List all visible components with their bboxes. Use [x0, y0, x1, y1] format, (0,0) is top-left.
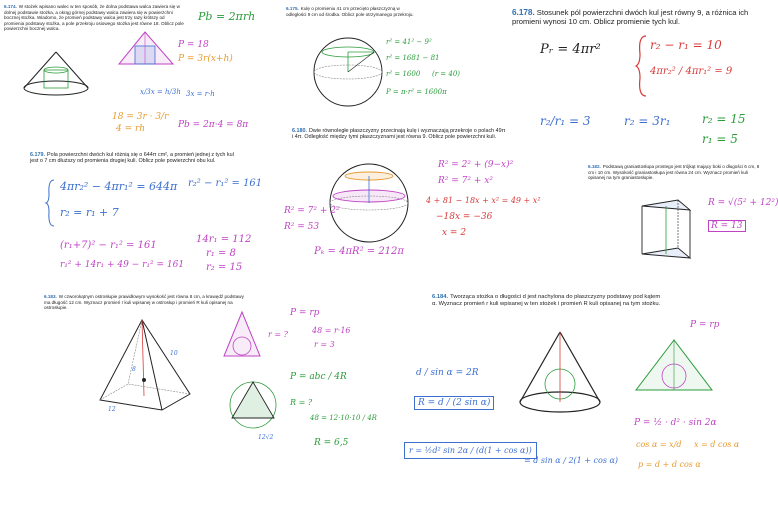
- note-184-r: r = ½d² sin 2α / (d(1 + cos α)): [404, 442, 537, 459]
- problem-6-174: [4, 4, 184, 32]
- note-178-ratio: 4πr₂² / 4πr₁² = 9: [650, 66, 733, 77]
- note-183-r-val: r = 3: [314, 340, 335, 349]
- note-183-R-formula: P = abc / 4R: [290, 372, 347, 382]
- problem-number: 6.182.: [588, 164, 601, 169]
- note-180-expand: 4 + 81 − 18x + x² = 49 + x²: [426, 196, 541, 205]
- problem-6-178: [512, 8, 760, 27]
- problem-number: 6.179.: [30, 152, 45, 158]
- cone-section-triangle: [634, 338, 714, 394]
- inscribed-triangle-diagram: [222, 310, 262, 358]
- problem-text: W czworokątnym ostrosłupie prawidłowym wysokość jest równa 8 cm, a krawędź podstawy ma długość 12 cm. Wyznacz promień r kuli wpisanej w ostrosłup i promień R kuli opisanej na ostrosłupie.: [44, 294, 244, 311]
- note-174-result: Pb = 2π·4 = 8π: [178, 120, 249, 130]
- problem-number: 6.174.: [4, 4, 17, 9]
- note-182-formula: R = √(5² + 12²): [708, 198, 778, 208]
- problem-number: 6.178.: [512, 8, 535, 17]
- note-180-eq2: R² = 7² + x²: [438, 176, 493, 186]
- problem-number: 6.184.: [432, 294, 449, 300]
- circumscribed-triangle-diagram: [226, 380, 280, 430]
- note-174-sub: 18 = 3r · 3/r: [112, 112, 169, 122]
- sphere-section-diagram: [312, 36, 384, 108]
- problem-6-182: [588, 164, 766, 181]
- cone-inscribed-sphere-diagram: [516, 330, 606, 420]
- problem-text: W stożek wpisano walec w ten sposób, że dolna podstawa walca zawiera się w dolnej podstawie stożka, a okrąg górnej podstawy walca zawiera się w powierzchni bocznej stożka. Wiadomo, że promień podstawy walca jest trzy razy krótszy od promienia podstawy stożka, a pole przekroju osiowego stożka jest równe 18. Oblicz pole powierzchni bocznej walca.: [4, 4, 184, 32]
- note-179-expand: r₁² + 14r₁ + 49 − r₁² = 161: [60, 260, 185, 270]
- note-182-result: R = 13: [708, 220, 746, 232]
- pyramid-diagram: [94, 318, 194, 418]
- note-184-r-simplified: = d sin α / 2(1 + cos α): [524, 456, 619, 465]
- system-brace: [636, 34, 648, 98]
- note-179-r1: r₁ = 8: [206, 248, 236, 259]
- system-brace: [46, 178, 56, 228]
- note-180-lin: −18x = −36: [436, 212, 493, 222]
- problem-6-180: [292, 128, 508, 141]
- note-184-area-expr: P = ½ · d² · sin 2α: [634, 418, 717, 428]
- note-174-area: P = 18: [178, 40, 209, 50]
- note-178-root: r₂/r₁ = 3: [540, 114, 591, 128]
- note-184-R: R = d / (2 sin α): [414, 396, 494, 410]
- note-174-rh: 4 = rh: [116, 124, 146, 134]
- problem-6-183: [44, 294, 244, 311]
- note-183-area: P = rp: [290, 308, 320, 318]
- problem-text: Tworząca stożka o długości d jest nachylona do płaszczyzny podstawy pod kątem α. Wyznacz promień r kuli wpisanej w ten stożek i promień R kuli opisanej na tym stożku.: [432, 294, 661, 307]
- cone-with-cylinder-diagram: [20, 50, 100, 110]
- note-178-subst: r₂ = 3r₁: [624, 114, 671, 128]
- note-180-eq1: R² = 2² + (9−x)²: [438, 160, 514, 170]
- note-180-R2: R² = 7² + 2²: [284, 206, 340, 216]
- note-184-cos: cos α = x/d: [636, 440, 682, 449]
- note-174-area-expr: P = 3r(x+h): [178, 54, 233, 64]
- note-183-r-eq: 48 = r·16: [312, 326, 351, 335]
- problem-6-184: [432, 294, 662, 308]
- note-180-result: Pₖ = 4πR² = 212π: [314, 246, 404, 257]
- note-179-eq1: 4πr₂² − 4πr₁² = 644π: [60, 180, 178, 193]
- problem-6-175: [286, 6, 416, 17]
- note-174-ratio: x/3x = h/3h: [140, 88, 181, 96]
- note-175-result: P = π·r² = 1600π: [386, 88, 447, 96]
- note-178-formula: Pᵣ = 4πr²: [540, 42, 601, 57]
- problem-text: Podstawą graniastosłupa prostego jest trójkąt mający boki o długości 6 cm, 8 cm i 10 cm. Wysokość graniastosłupa jest równa 24 cm. Wyznacz promień kuli opisanej na tym graniastosłupie.: [588, 164, 760, 181]
- axial-section-triangle: [117, 30, 177, 70]
- note-174-formula: Pb = 2πrh: [198, 10, 256, 23]
- note-183-R-unknown: R = ?: [290, 398, 313, 407]
- note-175-radius: (r = 40): [432, 70, 461, 78]
- note-178-r2: r₂ = 15: [702, 112, 746, 126]
- problem-number: 6.183.: [44, 294, 57, 299]
- problem-text: Kulę o promieniu 41 cm przecięto płaszczyzną w odległości 9 cm od środka. Oblicz pole otrzymanego przekroju.: [286, 6, 414, 17]
- note-179-subst: (r₁+7)² − r₁² = 161: [60, 240, 157, 251]
- note-178-r1: r₁ = 5: [702, 132, 738, 146]
- note-184-area: P = rp: [690, 320, 720, 330]
- note-184-p: p = d + d cos α: [638, 460, 701, 469]
- note-184-sine-law: d / sin α = 2R: [416, 368, 479, 378]
- note-183-r-unknown: r = ?: [268, 330, 288, 339]
- problem-text: Stosunek pól powierzchni dwóch kul jest równy 9, a różnica ich promieni wynosi 10 cm. Oblicz promienie tych kul.: [512, 8, 749, 27]
- note-179-r2: r₂ = 15: [206, 262, 243, 273]
- note-180-R2-val: R² = 53: [284, 222, 320, 232]
- note-183-R-val: R = 6,5: [314, 438, 349, 448]
- note-179-eq2: r₂ = r₁ + 7: [60, 206, 119, 219]
- note-183-R-eq: 48 = 12·10·10 / 4R: [310, 414, 377, 422]
- label-diagonal: 12√2: [258, 434, 274, 441]
- note-179-lin: 14r₁ = 112: [196, 234, 252, 245]
- prism-diagram: [638, 196, 694, 266]
- note-178-diff: r₂ − r₁ = 10: [650, 38, 722, 52]
- note-184-x: x = d cos α: [694, 440, 740, 449]
- note-179-eq1-simplified: r₂² − r₁² = 161: [188, 178, 263, 189]
- note-175-line3: r² = 1600: [386, 70, 421, 78]
- note-175-line2: r² = 1681 − 81: [386, 54, 440, 62]
- problem-number: 6.175.: [286, 6, 299, 11]
- label-height: 8: [132, 366, 136, 373]
- problem-text: Pola powierzchni dwóch kul różnią się o 644π cm², a promień jednej z tych kul jest o 7 cm dłuższy od promienia drugiej kuli. Oblicz pole powierzchni obu kul.: [30, 152, 234, 165]
- problem-number: 6.180.: [292, 128, 307, 134]
- note-175-line1: r² = 41² − 9²: [386, 38, 432, 46]
- note-180-x: x = 2: [442, 228, 467, 238]
- sphere-two-sections-diagram: [328, 162, 410, 244]
- note-174-eq: 3x = r·h: [186, 90, 215, 98]
- problem-text: Dwie równoległe płaszczyzny przecinają kulę i wyznaczają przekroje o polach 49π i 4π. Odległość między tymi płaszczyznami jest równa 9. Oblicz pole powierzchni kuli.: [292, 128, 506, 141]
- problem-6-179: [30, 152, 240, 165]
- label-base-edge: 12: [108, 406, 116, 413]
- label-slant: 10: [170, 350, 178, 357]
